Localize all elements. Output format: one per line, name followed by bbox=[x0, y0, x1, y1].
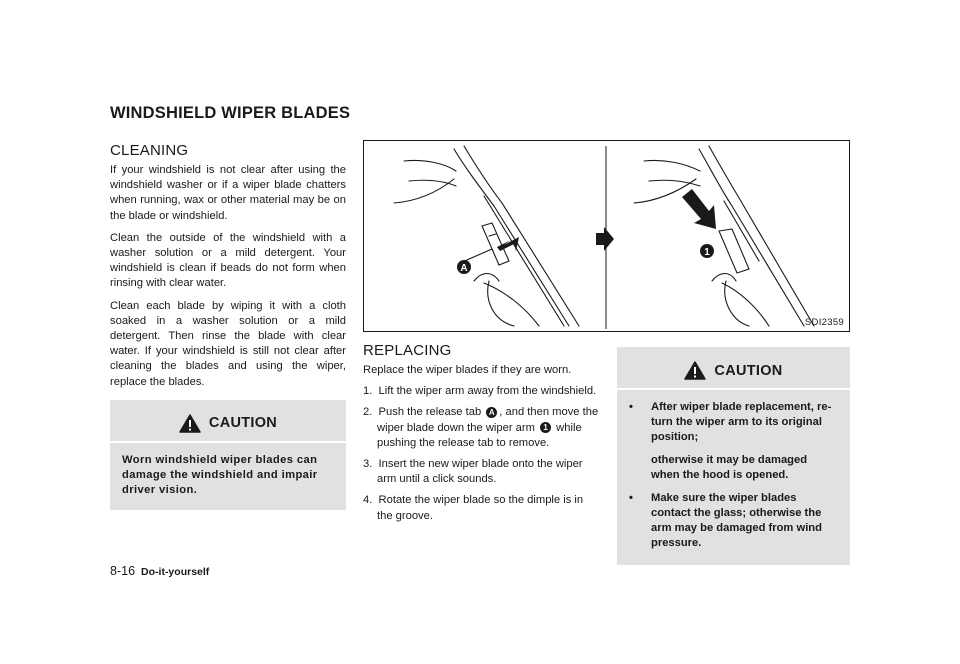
marker-a-icon: A bbox=[486, 407, 497, 418]
caution-box-right bbox=[617, 347, 850, 565]
cleaning-section bbox=[110, 142, 346, 510]
wiper-blade-removal-illustration bbox=[363, 140, 850, 332]
footer-section: Do-it-yourself bbox=[141, 566, 210, 578]
push-arrow-left-icon bbox=[497, 237, 519, 251]
caution-title: CAUTION bbox=[208, 415, 278, 432]
caution-item-2-text: Make sure the wiper blades contact the glass; otherwise the arm may be damaged from wind pressure. bbox=[651, 492, 822, 549]
figure-label-1: 1 bbox=[704, 247, 710, 258]
figure-code: SDI2359 bbox=[804, 317, 844, 328]
caution-item-2 bbox=[629, 491, 838, 551]
step-4: 4. Rotate the wiper blade so the dimple is in the groove. bbox=[363, 494, 584, 522]
cleaning-paragraph-1: If your windshield is not clear after using the windshield washer or if a wiper blade chatters when running, wax or other material may be on the blade or windshield. bbox=[110, 164, 346, 222]
bullet: • bbox=[629, 492, 633, 504]
marker-1-icon: 1 bbox=[540, 422, 551, 433]
caution-divider bbox=[110, 441, 346, 443]
warning-triangle-icon bbox=[684, 361, 706, 380]
caution-list bbox=[629, 400, 838, 551]
move-down-arrow-icon bbox=[682, 189, 716, 229]
cleaning-paragraph-3: Clean each blade by wiping it with a cloth soaked in a washer solution or a mild detergent. Then rinse the blade with clear water. If your windshield is still not clear after cleaning the blades and using the wiper, replace the blades. bbox=[110, 299, 346, 388]
step-3: 3. Insert the new wiper blade onto the wiper arm until a click sounds. bbox=[363, 458, 583, 486]
transition-arrow-icon bbox=[596, 227, 614, 251]
caution-title-right: CAUTION bbox=[714, 362, 783, 379]
step-2-text-a: 2. Push the release tab bbox=[363, 406, 482, 419]
wiper-illustration-drawing bbox=[364, 141, 849, 331]
caution-header bbox=[122, 408, 334, 441]
cleaning-paragraph-2: Clean the outside of the windshield with a washer solution or a mild detergent. Your windshield is clean if beads do not form when rinsing with clear water. bbox=[110, 231, 346, 290]
caution-box-right-inner bbox=[617, 347, 850, 565]
step-2-text-b: , and then move the wiper blade down the wiper arm bbox=[377, 406, 599, 434]
page-footer bbox=[110, 564, 209, 578]
figure-label-a: A bbox=[460, 263, 468, 274]
caution-divider-right bbox=[617, 388, 850, 390]
step-2-text-c: while pushing the release tab to remove. bbox=[377, 421, 582, 449]
caution-text: Worn windshield wiper blades can damage the windshield and impair driver vision. bbox=[122, 453, 318, 496]
replacing-intro: Replace the wiper blades if they are worn. bbox=[363, 364, 572, 376]
replacing-section bbox=[363, 342, 599, 530]
bullet: • bbox=[629, 401, 633, 413]
caution-item-1-text-b: otherwise it may be damaged when the hood is opened. bbox=[651, 454, 808, 481]
page-heading: WINDSHIELD WIPER BLADES bbox=[110, 104, 351, 122]
page-number: 8-16 bbox=[110, 564, 136, 578]
cleaning-title: CLEANING bbox=[110, 142, 189, 159]
caution-item-1-text-a: After wiper blade replacement, re-turn the wiper arm to its original position; bbox=[651, 401, 832, 443]
caution-header-right bbox=[629, 355, 838, 388]
replacing-steps bbox=[363, 384, 599, 524]
step-2 bbox=[363, 405, 599, 451]
warning-triangle-icon bbox=[179, 414, 201, 433]
replacing-title: REPLACING bbox=[363, 342, 452, 359]
caution-item-1 bbox=[629, 400, 838, 483]
caution-box-left bbox=[110, 400, 346, 510]
step-1: 1. Lift the wiper arm away from the windshield. bbox=[363, 385, 597, 398]
